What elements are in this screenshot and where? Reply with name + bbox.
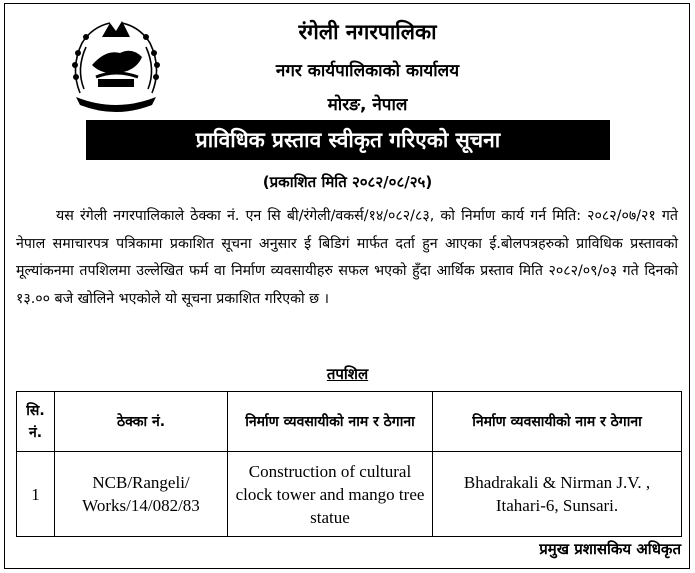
table-row (17, 452, 682, 537)
notice-body: यस रंगेली नगरपालिकाले ठेक्का नं. एन सि बी/रंगेली/वकर्स/१४/०८२/८३, को निर्माण कार्य गर्न मिति: २०८२/०७/२१ गते नेपाल समाचारपत्र पत्रिकामा प्रकाशित सूचना अनुसार ई बिडिगं मार्फत दर्ता हुन आएका ई.बोलपत्रहरुको प्राविधिक प्रस्तावको मूल्यांकनमा तपशिलमा उल्लेखित फर्म वा निर्माण व्यवसायीहरु सफल भएको हुँदा आर्थिक प्रस्ताव मिति २०८२/०९/०३ गते दिनको १३.०० बजे खोलिने भएकोले यो सूचना प्रकाशित गरिएको छ । (16, 208, 678, 307)
published-date: (प्रकाशित मिति २०८२/०८/२५) (262, 173, 433, 191)
cell-work: Construction of cultural clock tower and mango tree statue (228, 452, 433, 537)
table-title: तपशिल (326, 365, 369, 383)
office-name: रंगेली नगरपालिका (298, 20, 437, 44)
table-title-wrap (0, 364, 695, 384)
header-work-name: निर्माण व्यवसायीको नाम र ठेगाना (228, 392, 433, 452)
cell-contractor: Bhadrakali & Nirman J.V. , Itahari-6, Sunsari. (433, 452, 682, 537)
header-contractor: निर्माण व्यवसायीको नाम र ठेगाना (433, 392, 682, 452)
cell-sn: 1 (17, 452, 55, 537)
signature-title: प्रमुख प्रशासकिय अधिकृत (539, 540, 681, 558)
office-location: मोरङ, नेपाल (327, 95, 408, 115)
details-table (16, 391, 682, 537)
notice-title: प्राविधिक प्रस्ताव स्वीकृत गरिएको सूचना (195, 128, 501, 152)
table-header-row (17, 392, 682, 452)
notice-title-bar (86, 120, 610, 160)
cell-contract-no: NCB/Rangeli/ Works/14/082/83 (55, 452, 228, 537)
header-sn: सि. नं. (17, 392, 55, 452)
header-contract-no: ठेक्का नं. (55, 392, 228, 452)
office-subtitle: नगर कार्यपालिकाको कार्यालय (275, 61, 460, 81)
